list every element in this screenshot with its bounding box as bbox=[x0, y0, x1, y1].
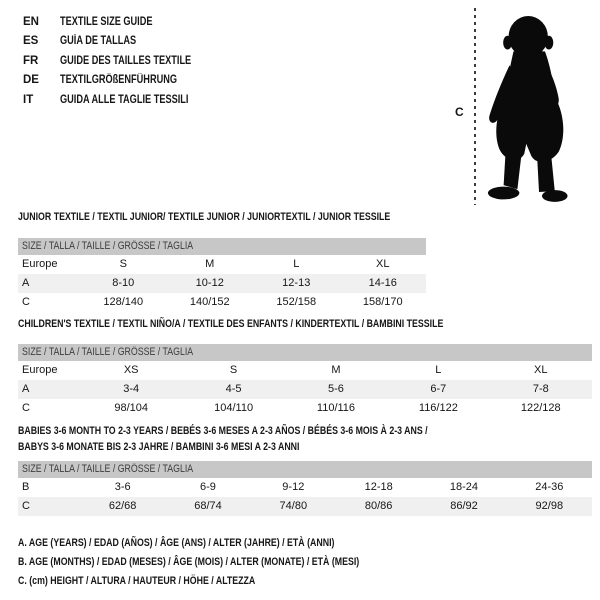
language-list bbox=[23, 12, 224, 110]
size-cell: 104/110 bbox=[214, 402, 254, 414]
size-cell: 122/128 bbox=[520, 402, 561, 414]
table-row bbox=[18, 399, 592, 418]
table-row bbox=[18, 293, 426, 312]
size-cell: 158/170 bbox=[362, 296, 403, 308]
section-title-children bbox=[18, 316, 550, 332]
language-code: ES bbox=[23, 35, 39, 48]
table-header-bar bbox=[18, 461, 592, 478]
legend-note-text: A. AGE (YEARS) / EDAD (AÑOS) / ÂGE (ANS) / ALTER (JAHRE) / ETÀ (ANNI) bbox=[18, 537, 335, 549]
size-cell: XS bbox=[123, 364, 139, 376]
size-cell: 12-18 bbox=[364, 481, 393, 493]
legend-note-text: C. (cm) HEIGHT / ALTURA / HAUTEUR / HÖHE / ALTEZZA bbox=[18, 575, 256, 587]
size-cell: 14-16 bbox=[368, 277, 397, 289]
size-cell: 74/80 bbox=[279, 500, 308, 512]
size-cell: XL bbox=[534, 364, 548, 376]
size-cell: 68/74 bbox=[194, 500, 222, 512]
legend-note-b bbox=[18, 553, 445, 572]
row-label: B bbox=[22, 481, 30, 493]
size-cell: 3-4 bbox=[123, 383, 140, 395]
size-cell: L bbox=[435, 364, 442, 376]
size-cell: M bbox=[331, 364, 341, 376]
language-code: DE bbox=[23, 74, 39, 87]
row-label: A bbox=[22, 383, 30, 395]
size-cell: L bbox=[293, 258, 300, 270]
size-cell: 86/92 bbox=[450, 500, 478, 512]
size-cell: XL bbox=[376, 258, 390, 270]
language-code: EN bbox=[23, 15, 39, 28]
size-cell: 8-10 bbox=[112, 277, 135, 289]
size-cell: 80/86 bbox=[364, 500, 393, 512]
size-table-junior bbox=[18, 238, 426, 312]
section-title-babies bbox=[18, 423, 530, 455]
size-cell: 110/116 bbox=[316, 402, 356, 414]
table-row bbox=[18, 361, 592, 380]
height-measure-dashed-line bbox=[474, 8, 476, 205]
size-cell: S bbox=[229, 364, 238, 376]
table-row bbox=[18, 274, 426, 293]
size-cell: 128/140 bbox=[103, 296, 144, 308]
table-header-bar bbox=[18, 344, 592, 361]
legend-note-c bbox=[18, 572, 445, 591]
table-row bbox=[18, 255, 426, 274]
language-row bbox=[23, 12, 224, 32]
table-header-bar bbox=[18, 238, 426, 255]
size-cell: 24-36 bbox=[535, 481, 564, 493]
toddler-silhouette-image bbox=[482, 6, 600, 207]
language-row bbox=[23, 51, 224, 71]
row-label: Europe bbox=[22, 364, 58, 376]
language-label: GUIDE DES TAILLES TEXTILE bbox=[60, 54, 192, 67]
section-title-text: BABIES 3-6 MONTH TO 2-3 YEARS / BEBÉS 3-6 MESES A 2-3 AÑOS / BÉBÉS 3-6 MOIS À 2-3 ANS / BABYS 3-6 MONATE BIS 2-3 JAHRE / BAMBINI 3-6 MESI A 2-3 ANNI bbox=[18, 425, 428, 453]
row-label: C bbox=[22, 296, 30, 308]
language-code: FR bbox=[23, 54, 39, 67]
language-label: GUIDA ALLE TAGLIE TESSILI bbox=[60, 93, 189, 106]
language-label: TEXTILE SIZE GUIDE bbox=[60, 15, 153, 28]
size-cell: 62/68 bbox=[108, 500, 137, 512]
size-cell: 18-24 bbox=[449, 481, 479, 493]
size-cell: 10-12 bbox=[195, 277, 224, 289]
language-row bbox=[23, 90, 224, 110]
section-title-text: JUNIOR TEXTILE / TEXTIL JUNIOR/ TEXTILE JUNIOR / JUNIORTEXTIL / JUNIOR TESSILE bbox=[18, 211, 391, 223]
size-table-children bbox=[18, 344, 592, 418]
size-cell: 9-12 bbox=[282, 481, 305, 493]
row-label: A bbox=[22, 277, 30, 289]
language-code: IT bbox=[23, 93, 34, 106]
size-cell: 140/152 bbox=[189, 296, 230, 308]
table-header-text: SIZE / TALLA / TAILLE / GRÖSSE / TAGLIA bbox=[22, 346, 194, 358]
table-row bbox=[18, 497, 592, 516]
size-cell: 3-6 bbox=[114, 481, 131, 493]
language-label: GUÍA DE TALLAS bbox=[60, 35, 137, 48]
table-row bbox=[18, 380, 592, 399]
language-label: TEXTILGRÖßENFÜHRUNG bbox=[60, 74, 178, 87]
table-row bbox=[18, 478, 592, 497]
size-cell: S bbox=[119, 258, 127, 270]
size-cell: 4-5 bbox=[225, 383, 242, 395]
table-header-text: SIZE / TALLA / TAILLE / GRÖSSE / TAGLIA bbox=[22, 240, 194, 252]
row-label: C bbox=[22, 402, 30, 414]
size-cell: 98/104 bbox=[114, 402, 149, 414]
row-label: C bbox=[22, 500, 30, 512]
size-cell: 116/122 bbox=[418, 402, 458, 414]
height-measure-label: C bbox=[455, 105, 464, 119]
legend-notes bbox=[18, 534, 445, 591]
legend-note-text: B. AGE (MONTHS) / EDAD (MESES) / ÂGE (MOIS) / ALTER (MONATE) / ETÀ (MESI) bbox=[18, 556, 360, 568]
size-cell: 5-6 bbox=[328, 383, 344, 395]
size-cell: 6-7 bbox=[430, 383, 447, 395]
size-cell: 7-8 bbox=[532, 383, 549, 395]
size-cell: 152/158 bbox=[276, 296, 317, 308]
language-row bbox=[23, 32, 224, 52]
size-cell: M bbox=[205, 258, 215, 270]
section-title-text: CHILDREN'S TEXTILE / TEXTIL NIÑO/A / TEXTILE DES ENFANTS / KINDERTEXTIL / BAMBINI TESSILE bbox=[18, 318, 444, 330]
language-row bbox=[23, 71, 224, 91]
section-title-junior bbox=[18, 209, 483, 225]
legend-note-a bbox=[18, 534, 445, 553]
table-header-text: SIZE / TALLA / TAILLE / GRÖSSE / TAGLIA bbox=[22, 463, 194, 475]
size-table-babies bbox=[18, 461, 592, 516]
size-cell: 12-13 bbox=[282, 277, 311, 289]
row-label: Europe bbox=[22, 258, 58, 270]
size-cell: 92/98 bbox=[535, 500, 564, 512]
size-cell: 6-9 bbox=[200, 481, 216, 493]
